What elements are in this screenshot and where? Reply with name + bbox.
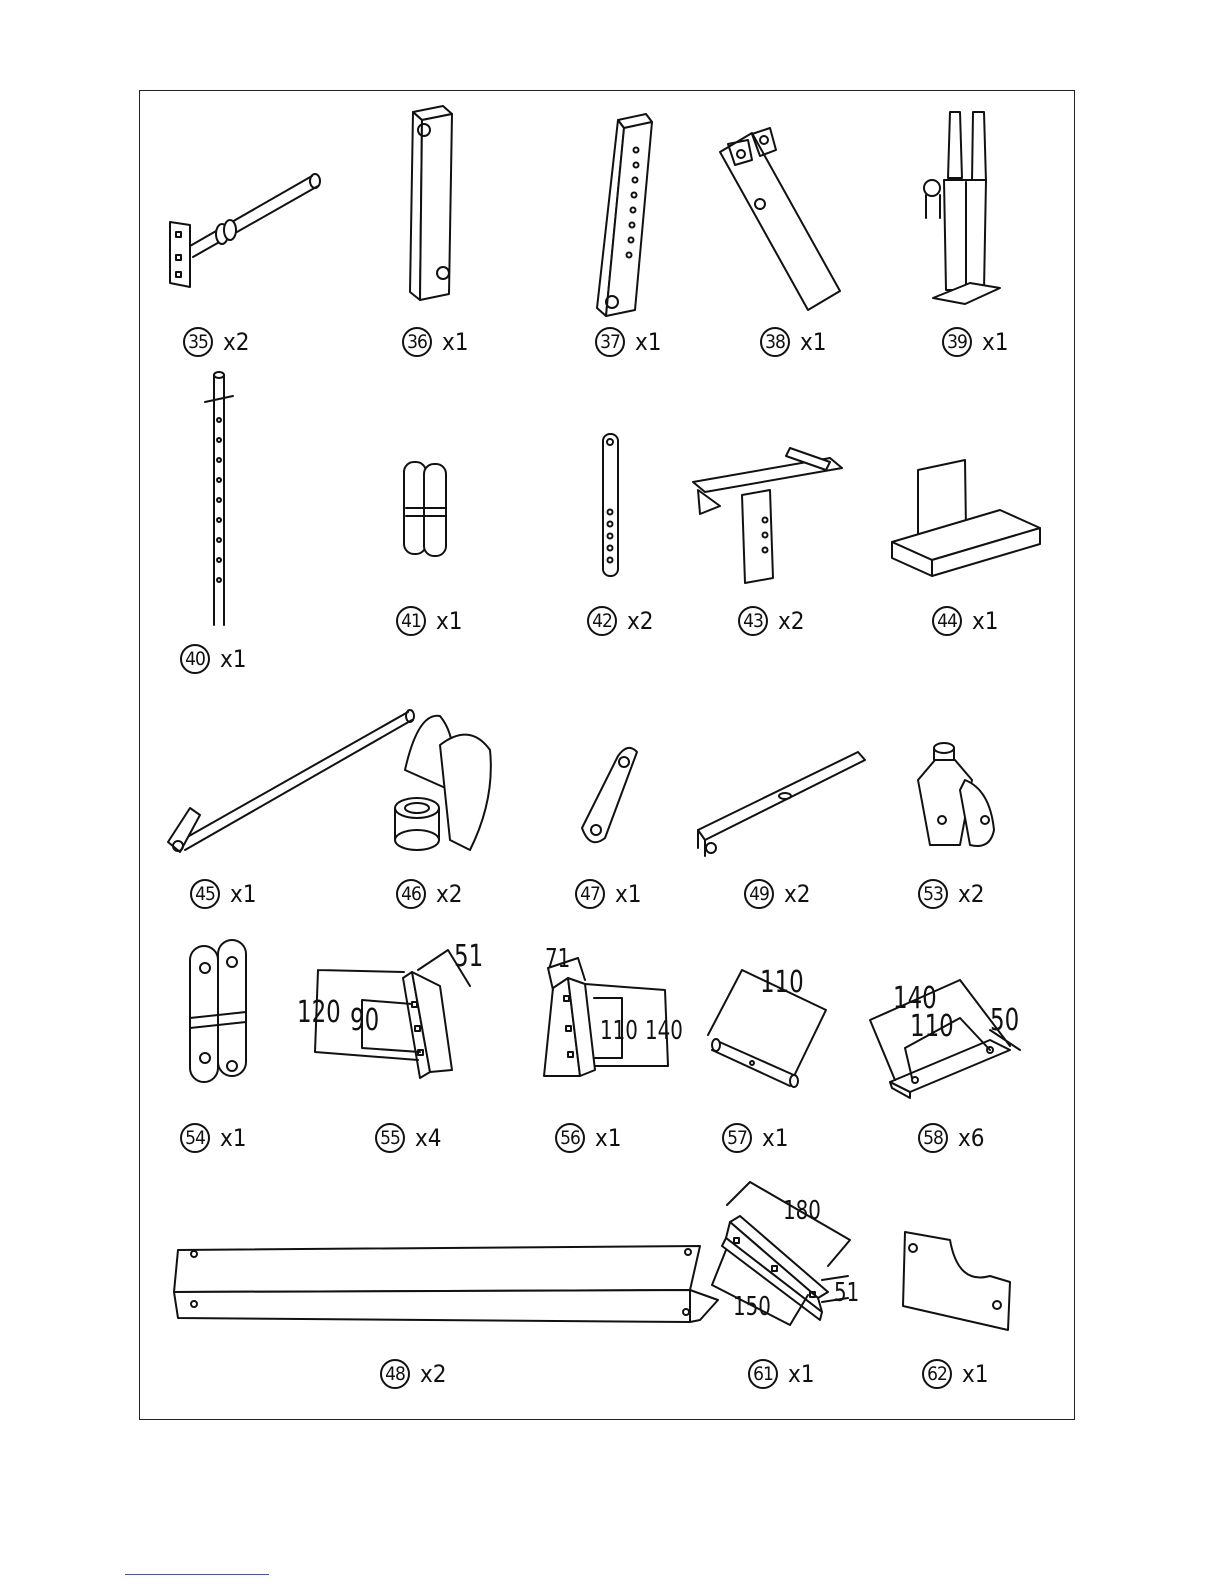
dim-55-width: 51 <box>454 939 484 974</box>
part-number-61: 61 <box>748 1359 778 1389</box>
part-number-58: 58 <box>918 1123 948 1153</box>
part-qty-54: x1 <box>220 1124 247 1152</box>
part-number-47: 47 <box>575 879 605 909</box>
part-41-bracket-illustration <box>404 462 446 556</box>
part-53-bracket-illustration <box>918 743 994 846</box>
part-label-49 <box>744 876 811 912</box>
part-number-36: 36 <box>402 327 432 357</box>
part-39-upright-illustration <box>924 112 1000 304</box>
part-label-43 <box>738 603 805 639</box>
part-qty-40: x1 <box>220 645 247 673</box>
dim-56-height: 140 <box>645 1016 683 1046</box>
part-label-62 <box>922 1356 989 1392</box>
part-qty-44: x1 <box>972 607 999 635</box>
dim-57-length: 110 <box>760 965 804 1000</box>
part-number-62: 62 <box>922 1359 952 1389</box>
dim-55-height: 120 <box>297 995 341 1030</box>
part-qty-47: x1 <box>615 880 642 908</box>
part-number-56: 56 <box>555 1123 585 1153</box>
part-qty-41: x1 <box>436 607 463 635</box>
part-label-54 <box>180 1120 247 1156</box>
part-label-35 <box>183 324 250 360</box>
part-label-36 <box>402 324 469 360</box>
part-label-53 <box>918 876 985 912</box>
part-qty-48: x2 <box>420 1360 447 1388</box>
part-label-40 <box>180 641 247 677</box>
part-number-53: 53 <box>918 879 948 909</box>
part-36-tube-illustration <box>410 106 452 300</box>
part-label-46 <box>396 876 463 912</box>
part-35-peg-illustration <box>170 174 320 287</box>
part-number-40: 40 <box>180 644 210 674</box>
part-qty-38: x1 <box>800 328 827 356</box>
part-qty-62: x1 <box>962 1360 989 1388</box>
part-label-57 <box>722 1120 789 1156</box>
part-44-tube-illustration <box>892 460 1040 576</box>
part-number-43: 43 <box>738 606 768 636</box>
part-qty-55: x4 <box>415 1124 442 1152</box>
part-number-54: 54 <box>180 1123 210 1153</box>
part-label-61 <box>748 1356 815 1392</box>
part-label-38 <box>760 324 827 360</box>
dim-58-hole-span: 110 <box>910 1009 954 1044</box>
part-qty-57: x1 <box>762 1124 789 1152</box>
part-46-roller-illustration <box>395 716 491 850</box>
part-label-41 <box>396 603 463 639</box>
part-label-56 <box>555 1120 622 1156</box>
part-label-42 <box>587 603 654 639</box>
footer-link-underline <box>125 1574 269 1575</box>
dim-55-hole-span: 90 <box>350 1003 380 1038</box>
part-qty-61: x1 <box>788 1360 815 1388</box>
part-number-42: 42 <box>587 606 617 636</box>
part-62-plate-illustration <box>903 1232 1010 1330</box>
part-48-angle-illustration <box>174 1246 718 1322</box>
part-qty-43: x2 <box>778 607 805 635</box>
dim-56-hole-span: 110 <box>600 1016 638 1046</box>
dim-61-length: 180 <box>783 1196 821 1226</box>
part-number-49: 49 <box>744 879 774 909</box>
part-number-57: 57 <box>722 1123 752 1153</box>
part-label-48 <box>380 1356 447 1392</box>
dim-58-length: 140 <box>893 981 937 1016</box>
part-qty-36: x1 <box>442 328 469 356</box>
part-43-tstand-illustration <box>693 448 842 583</box>
part-number-48: 48 <box>380 1359 410 1389</box>
part-label-37 <box>595 324 662 360</box>
part-37-tube-illustration <box>597 114 652 316</box>
part-label-44 <box>932 603 999 639</box>
part-number-55: 55 <box>375 1123 405 1153</box>
part-qty-46: x2 <box>436 880 463 908</box>
part-number-39: 39 <box>942 327 972 357</box>
part-40-bar-illustration <box>205 372 233 625</box>
part-number-37: 37 <box>595 327 625 357</box>
part-qty-56: x1 <box>595 1124 622 1152</box>
part-54-bracket-illustration <box>190 940 246 1082</box>
part-qty-58: x6 <box>958 1124 985 1152</box>
part-label-58 <box>918 1120 985 1156</box>
part-number-45: 45 <box>190 879 220 909</box>
part-qty-39: x1 <box>982 328 1009 356</box>
dim-58-width: 50 <box>990 1003 1020 1038</box>
part-qty-42: x2 <box>627 607 654 635</box>
part-qty-35: x2 <box>223 328 250 356</box>
part-45-arm-illustration <box>168 710 414 852</box>
part-label-39 <box>942 324 1009 360</box>
dim-61-hole-span: 150 <box>733 1292 771 1322</box>
part-label-45 <box>190 876 257 912</box>
part-number-44: 44 <box>932 606 962 636</box>
part-label-47 <box>575 876 642 912</box>
part-49-bar-illustration <box>698 752 865 856</box>
part-number-38: 38 <box>760 327 790 357</box>
dim-56-width: 71 <box>545 944 571 974</box>
part-qty-49: x2 <box>784 880 811 908</box>
part-38-tube-illustration <box>720 128 840 310</box>
part-42-flatbar-illustration <box>603 434 618 576</box>
part-label-55 <box>375 1120 442 1156</box>
part-qty-37: x1 <box>635 328 662 356</box>
part-qty-53: x2 <box>958 880 985 908</box>
part-number-35: 35 <box>183 327 213 357</box>
part-number-46: 46 <box>396 879 426 909</box>
part-number-41: 41 <box>396 606 426 636</box>
dim-61-width: 51 <box>834 1278 860 1308</box>
part-qty-45: x1 <box>230 880 257 908</box>
part-47-plate-illustration <box>582 748 637 842</box>
